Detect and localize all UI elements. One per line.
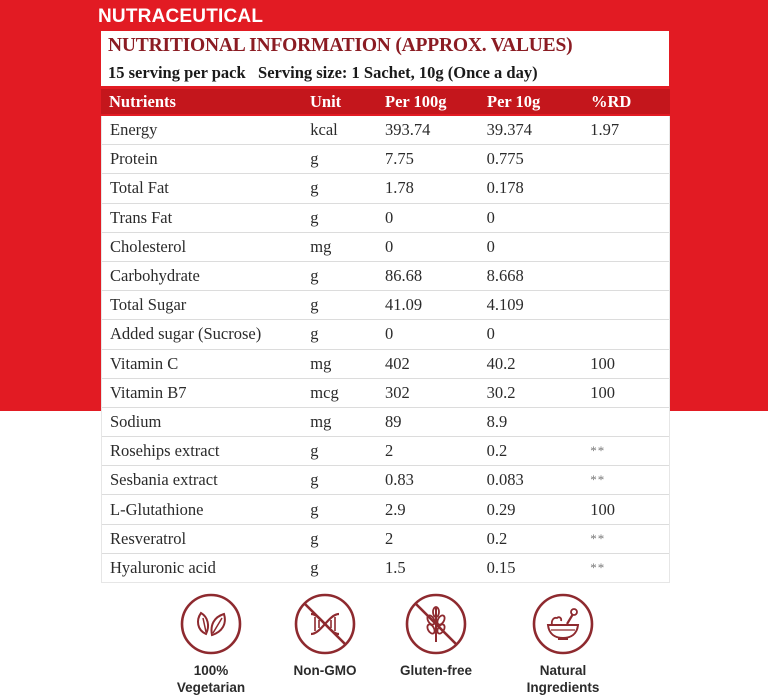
per10g-cell: 39.374 bbox=[486, 120, 533, 140]
nutrient-name: Vitamin C bbox=[110, 353, 179, 373]
nutrient-name: Protein bbox=[110, 149, 158, 169]
nutrient-name: Resveratrol bbox=[110, 528, 187, 548]
nutrition-table bbox=[101, 89, 670, 583]
column-header-per10g: Per 10g bbox=[487, 91, 541, 111]
mortar-bowl-icon bbox=[531, 592, 595, 656]
nutrient-name: Rosehips extract bbox=[110, 441, 220, 461]
per100g-cell: 2.9 bbox=[385, 499, 406, 519]
per10g-cell: 0 bbox=[486, 236, 495, 256]
leaves-icon bbox=[179, 592, 243, 656]
table-row bbox=[102, 233, 669, 262]
serving-size: Serving size: 1 Sachet, 10g (Once a day) bbox=[258, 63, 538, 82]
per100g-cell: 393.74 bbox=[385, 120, 431, 140]
per100g-cell: 2 bbox=[385, 441, 394, 461]
unit-cell: g bbox=[310, 470, 319, 490]
nutrient-name: Sesbania extract bbox=[110, 470, 218, 490]
unit-cell: g bbox=[310, 266, 319, 286]
per100g-cell: 7.75 bbox=[385, 149, 414, 169]
unit-cell: g bbox=[310, 149, 319, 169]
nutrient-name: Cholesterol bbox=[110, 236, 187, 256]
per10g-cell: 0.083 bbox=[486, 470, 524, 490]
column-header-per100g: Per 100g bbox=[385, 91, 447, 111]
unit-cell: mcg bbox=[310, 382, 339, 402]
badge-natural-ingredients bbox=[493, 592, 633, 696]
per10g-cell: 0 bbox=[486, 324, 495, 344]
table-body bbox=[101, 116, 670, 583]
unit-cell: g bbox=[310, 207, 319, 227]
per10g-cell: 0.775 bbox=[486, 149, 524, 169]
rd-cell: ** bbox=[590, 559, 606, 575]
unit-cell: g bbox=[310, 324, 319, 344]
rd-cell: 1.97 bbox=[590, 120, 620, 140]
table-row bbox=[102, 116, 669, 145]
per10g-cell: 0.15 bbox=[486, 557, 516, 577]
per100g-cell: 1.78 bbox=[385, 178, 414, 198]
nutrition-panel-header bbox=[101, 31, 669, 86]
nutrient-name: Hyaluronic acid bbox=[110, 557, 216, 577]
unit-cell: g bbox=[310, 499, 319, 519]
serving-info bbox=[108, 63, 538, 83]
table-row bbox=[102, 262, 669, 291]
nutrient-name: Energy bbox=[110, 120, 158, 140]
per100g-cell: 402 bbox=[385, 353, 410, 373]
badge-label-line2: Ingredients bbox=[526, 680, 600, 695]
nutrient-name: Total Sugar bbox=[110, 295, 187, 315]
per100g-cell: 1.5 bbox=[385, 557, 406, 577]
table-row bbox=[102, 437, 669, 466]
rd-cell: ** bbox=[590, 443, 606, 459]
column-header-nutrients: Nutrients bbox=[109, 91, 176, 111]
per10g-cell: 8.9 bbox=[486, 411, 508, 431]
per10g-cell: 0.2 bbox=[486, 441, 508, 461]
per10g-cell: 8.668 bbox=[486, 266, 524, 286]
panel-title: NUTRITIONAL INFORMATION (APPROX. VALUES) bbox=[108, 35, 573, 56]
per100g-cell: 86.68 bbox=[385, 266, 423, 286]
per10g-cell: 40.2 bbox=[486, 353, 516, 373]
unit-cell: mg bbox=[310, 411, 332, 431]
servings-per-pack: 15 serving per pack bbox=[108, 63, 246, 82]
unit-cell: g bbox=[310, 178, 319, 198]
rd-cell: 100 bbox=[590, 499, 616, 519]
rd-cell: ** bbox=[590, 530, 606, 546]
nutrient-name: Vitamin B7 bbox=[110, 382, 187, 402]
table-row bbox=[102, 379, 669, 408]
per100g-cell: 0 bbox=[385, 236, 394, 256]
table-row bbox=[102, 291, 669, 320]
rd-cell: ** bbox=[590, 472, 606, 488]
nutrient-name: L-Glutathione bbox=[110, 499, 204, 519]
table-row bbox=[102, 466, 669, 495]
unit-cell: g bbox=[310, 295, 319, 315]
badge-label-line1: 100% bbox=[193, 663, 229, 678]
table-row bbox=[102, 554, 669, 582]
unit-cell: g bbox=[310, 557, 319, 577]
badge-label-line1: Natural bbox=[539, 663, 587, 678]
table-row bbox=[102, 145, 669, 174]
unit-cell: kcal bbox=[310, 120, 338, 140]
unit-cell: g bbox=[310, 528, 319, 548]
table-row bbox=[102, 525, 669, 554]
per10g-cell: 0.178 bbox=[486, 178, 524, 198]
rd-cell: 100 bbox=[590, 382, 616, 402]
unit-cell: mg bbox=[310, 236, 332, 256]
badge-label-line1: Gluten-free bbox=[399, 663, 472, 678]
table-row bbox=[102, 174, 669, 203]
nutrient-name: Added sugar (Sucrose) bbox=[110, 324, 262, 344]
per10g-cell: 4.109 bbox=[486, 295, 524, 315]
per10g-cell: 30.2 bbox=[486, 382, 516, 402]
nutrient-name: Total Fat bbox=[110, 178, 169, 198]
nutrient-name: Carbohydrate bbox=[110, 266, 200, 286]
column-header-rd: %RD bbox=[591, 91, 632, 111]
table-row bbox=[102, 495, 669, 524]
column-header-unit: Unit bbox=[310, 91, 342, 111]
badge-gluten-free bbox=[366, 592, 506, 679]
nutrient-name: Sodium bbox=[110, 411, 162, 431]
table-row bbox=[102, 204, 669, 233]
table-row bbox=[102, 408, 669, 437]
badge-label-line2: Vegetarian bbox=[176, 680, 246, 695]
table-row bbox=[102, 320, 669, 349]
per10g-cell: 0 bbox=[486, 207, 495, 227]
table-header bbox=[101, 89, 670, 114]
per100g-cell: 0 bbox=[385, 324, 394, 344]
brand-label: NUTRACEUTICAL bbox=[98, 6, 264, 27]
no-dna-icon bbox=[293, 592, 357, 656]
badge-label-line1: Non-GMO bbox=[293, 663, 357, 678]
per100g-cell: 89 bbox=[385, 411, 402, 431]
unit-cell: mg bbox=[310, 353, 332, 373]
per100g-cell: 302 bbox=[385, 382, 410, 402]
per100g-cell: 0.83 bbox=[385, 470, 414, 490]
feature-badges bbox=[0, 592, 768, 698]
per100g-cell: 0 bbox=[385, 207, 394, 227]
no-wheat-icon bbox=[404, 592, 468, 656]
nutrient-name: Trans Fat bbox=[110, 207, 173, 227]
per100g-cell: 41.09 bbox=[385, 295, 423, 315]
table-row bbox=[102, 350, 669, 379]
per10g-cell: 0.29 bbox=[486, 499, 516, 519]
per100g-cell: 2 bbox=[385, 528, 394, 548]
per10g-cell: 0.2 bbox=[486, 528, 508, 548]
unit-cell: g bbox=[310, 441, 319, 461]
rd-cell: 100 bbox=[590, 353, 616, 373]
